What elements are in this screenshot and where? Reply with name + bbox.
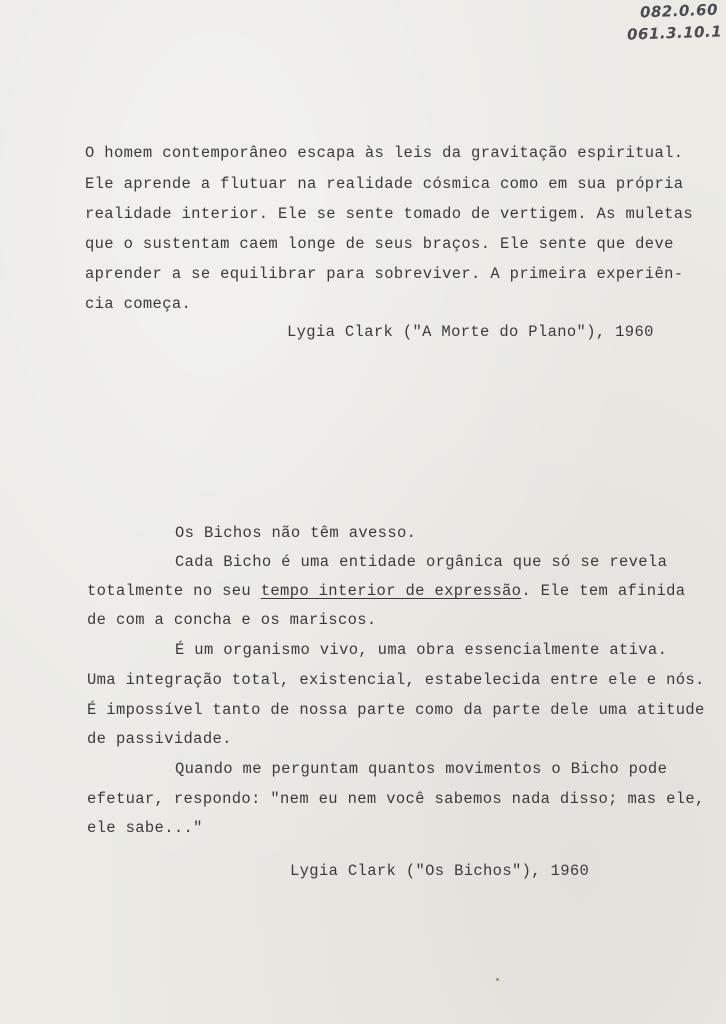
quote2-line-3-post: . Ele tem afinida (521, 582, 686, 600)
quote2-line-8: de passividade. (87, 730, 232, 748)
quote2-line-7: É impossível tanto de nossa parte como da parte dele uma atitude (87, 701, 705, 719)
quote2-line-5: É um organismo vivo, uma obra essencialmente ativa. (175, 641, 668, 659)
quote1-line-5: aprender a se equilibrar para sobreviver. A primeira experiên- (85, 265, 684, 283)
archive-code-1: 082.0.60 (639, 0, 719, 22)
quote2-line-3-pre: totalmente no seu (87, 582, 261, 600)
quote1-attribution: Lygia Clark ("A Morte do Plano"), 1960 (287, 323, 654, 341)
quote2-line-6: Uma integração total, existencial, estabelecida entre ele e nós. (87, 671, 705, 689)
quote1-line-6: cia começa. (85, 295, 192, 313)
quote1-line-3: realidade interior. Ele se sente tomado de vertigem. As muletas (85, 205, 694, 223)
quote2-line-9: Quando me perguntam quantos movimentos o Bicho pode (175, 760, 668, 778)
quote2-line-1: Os Bichos não têm avesso. (175, 524, 417, 542)
quote2-line-11: ele sabe..." (87, 819, 203, 837)
underlined-phrase: tempo interior de expressão (260, 582, 522, 600)
archive-code-2: 061.3.10.1 (626, 22, 723, 44)
quote2-line-2: Cada Bicho é uma entidade orgânica que só se revela (175, 553, 668, 571)
quote1-line-2: Ele aprende a flutuar na realidade cósmica como em sua própria (85, 175, 684, 193)
quote2-line-10: efetuar, respondo: "nem eu nem você sabemos nada disso; mas ele, (87, 790, 705, 808)
quote2-attribution: Lygia Clark ("Os Bichos"), 1960 (290, 862, 590, 880)
quote1-line-1: O homem contemporâneo escapa às leis da gravitação espiritual. (85, 144, 684, 162)
quote2-line-3 (87, 582, 685, 600)
quote1-line-4: que o sustentam caem longe de seus braços. Ele sente que deve (85, 235, 674, 253)
quote2-line-4: de com a concha e os mariscos. (87, 611, 377, 629)
paper-speck (496, 978, 499, 981)
